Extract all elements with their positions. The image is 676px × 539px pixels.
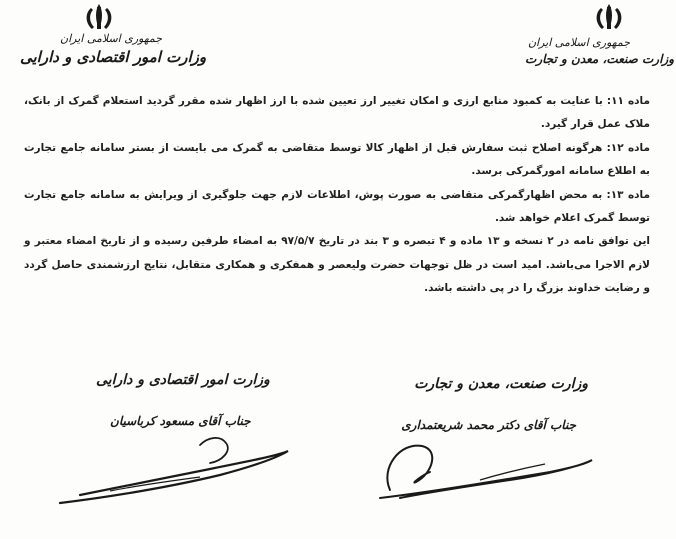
left-signatory-name: جناب آقای مسعود کرباسیان bbox=[110, 414, 251, 428]
article-label: ماده ۱۱: bbox=[606, 95, 650, 107]
right-header-republic: جمهوری اسلامی ایران bbox=[527, 36, 630, 49]
left-header-ministry: وزارت امور اقتصادی و دارایی bbox=[20, 48, 207, 66]
iran-emblem-icon bbox=[76, 2, 122, 32]
agreement-body bbox=[24, 90, 650, 301]
right-signatory-ministry: وزارت صنعت، معدن و تجارت bbox=[414, 376, 588, 392]
article-label: ماده ۱۲: bbox=[606, 141, 650, 154]
right-signatory-name: جناب آقای دکتر محمد شریعتمداری bbox=[401, 418, 576, 432]
left-handwritten-signature bbox=[50, 415, 300, 515]
article-text: هرگونه اصلاح ثبت سفارش قبل از اظهار کالا توسط متقاضی به گمرک می بایست از بستر سامانه جامع تجارت به اطلاع سامانه امورگمرکی برسد. bbox=[24, 141, 650, 178]
left-signatory-ministry: وزارت امور اقتصادی و دارایی bbox=[96, 372, 270, 388]
article-label: ماده ۱۳: bbox=[606, 188, 650, 201]
left-header-republic: جمهوری اسلامی ایران bbox=[60, 32, 163, 45]
article-11 bbox=[24, 90, 650, 137]
article-13 bbox=[24, 184, 650, 231]
right-header-ministry: وزارت صنعت، معدن و تجارت bbox=[525, 52, 674, 66]
article-text: به محض اظهارگمرکی متقاضی به صورت پوش، اطلاعات لازم جهت جلوگیری از ویرایش به سامانه جامع تجارت توسط گمرک اعلام خواهد شد. bbox=[24, 188, 650, 225]
iran-emblem-icon bbox=[586, 2, 632, 32]
article-text: با عنایت به کمبود منابع ارزی و امکان تغییر ارز تعیین شده با ارز اظهار شده مقرر گردید استعلام گمرک از بانک، ملاک عمل قرار گیرد. bbox=[24, 95, 650, 131]
closing-paragraph: این توافق نامه در ۲ نسخه و ۱۳ ماده و ۴ تبصره و ۳ بند در تاریخ ۹۷/۵/۷ به امضاء طرفین رسیده و از تاریخ امضاء معتبر و لازم الاجرا می‌باشد. امید است در ظل توجهات حضرت ولیعصر و همفکری و همکاری متقابل، نتایج ارزشمندی حاصل گردد و رضایت خداوند بزرگ را در پی داشته باشد. bbox=[24, 235, 650, 295]
article-12 bbox=[24, 137, 650, 184]
right-handwritten-signature bbox=[360, 420, 600, 510]
